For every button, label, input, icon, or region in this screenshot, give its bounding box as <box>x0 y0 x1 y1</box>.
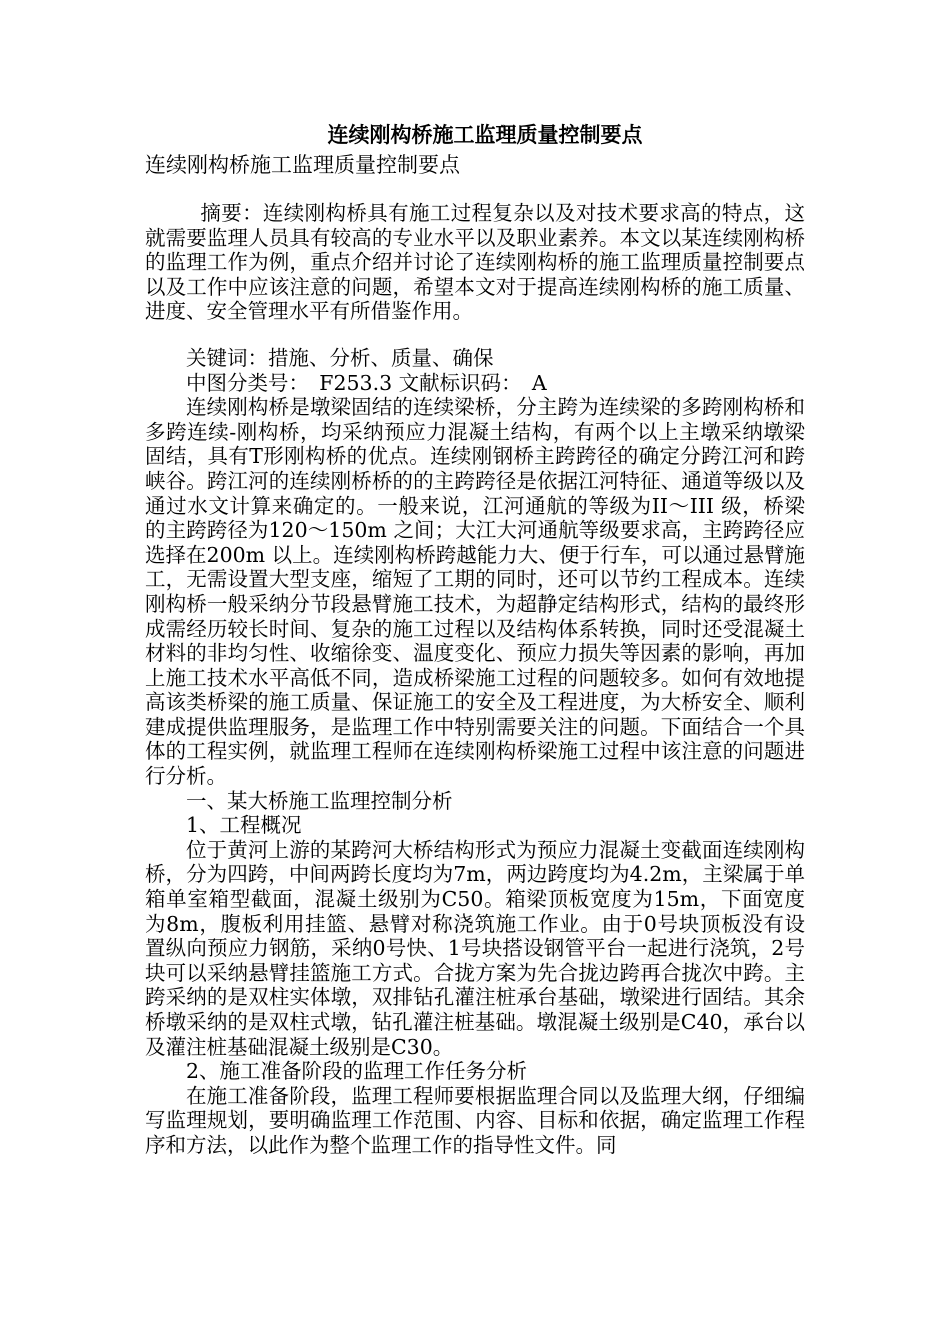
classification-line: 中图分类号： F253.3 文献标识码： A <box>186 370 547 395</box>
document-subtitle: 连续刚构桥施工监理质量控制要点 <box>145 153 460 177</box>
subsection-heading: 2、施工准备阶段的监理工作任务分析 <box>186 1059 528 1084</box>
document-title: 连续刚构桥施工监理质量控制要点 <box>327 122 643 147</box>
preparation-stage-paragraph: 在施工准备阶段，监理工程师要根据监理合同以及监理大纲，仔细编写监理规划，要明确监理工作范围、内容、目标和依据，确定监理工作程序和方法，以此作为整个监理工作的指导性文件。同 <box>145 1083 805 1157</box>
intro-paragraph: 连续刚构桥是墩梁固结的连续梁桥，分主跨为连续梁的多跨刚构桥和多跨连续-刚构桥，均采纳预应力混凝土结构，有两个以上主墩采纳墩梁固结，具有T形刚构桥的优点。连续刚钢桥主跨跨径的确定分跨江河和跨峡谷。跨江河的连续刚桥桥的的主跨跨径是依据江河特征、通道等级以及通过水文计算来确定的。一般来说，江河通航的等级为II～III 级，桥梁的主跨跨径为120～150m 之间；大江大河通航等级要求高，主跨跨径应选择在200m 以上。连续刚构桥跨越能力大、便于行车，可以通过悬臂施工，无需设置大型支座，缩短了工期的同时，还可以节约工程成本。连续刚构桥一般采纳分节段悬臂施工技术，为超静定结构形式，结构的最终形成需经历较长时间、复杂的施工过程以及结构体系转换，同时还受混凝土材料的非均匀性、收缩徐变、温度变化、预应力损失等因素的影响，再加上施工技术水平高低不同，造成桥梁施工过程的问题较多。如何有效地提高该类桥梁的施工质量、保证施工的安全及工程进度，为大桥安全、顺利建成提供监理服务，是监理工作中特别需要关注的问题。下面结合一个具体的工程实例，就监理工程师在连续刚构桥梁施工过程中该注意的问题进行分析。 <box>145 395 805 789</box>
keywords-line: 关键词：措施、分析、质量、确保 <box>186 345 494 370</box>
abstract-paragraph: 摘要：连续刚构桥具有施工过程复杂以及对技术要求高的特点，这就需要监理人员具有较高的专业水平以及职业素养。本文以某连续刚构桥的监理工作为例，重点介绍并讨论了连续刚构桥的施工监理质量控制要点以及工作中应该注意的问题，希望本文对于提高连续刚构桥的施工质量、进度、安全管理水平有所借鉴作用。 <box>145 201 805 324</box>
section-heading: 一、某大桥施工监理控制分析 <box>186 788 453 813</box>
subsection-heading: 1、工程概况 <box>186 813 302 838</box>
project-overview-paragraph: 位于黄河上游的某跨河大桥结构形式为预应力混凝土变截面连续刚构桥，分为四跨，中间两跨长度均为7m，两边跨度均为4.2m，主梁属于单箱单室箱型截面，混凝土级别为C50。箱梁顶板宽度为15m，下面宽度为8m，腹板利用挂篮、悬臂对称浇筑施工作业。由于0号块顶板没有设置纵向预应力钢筋，采纳0号快、1号块搭设钢管平台一起进行浇筑，2号块可以采纳悬臂挂篮施工方式。合拢方案为先合拢边跨再合拢次中跨。主跨采纳的是双柱实体墩，双排钻孔灌注桩承台基础，墩梁进行固结。其余桥墩采纳的是双柱式墩，钻孔灌注桩基础。墩混凝土级别是C40，承台以及灌注桩基础混凝土级别是C30。 <box>145 837 805 1059</box>
document-page <box>145 118 805 1158</box>
